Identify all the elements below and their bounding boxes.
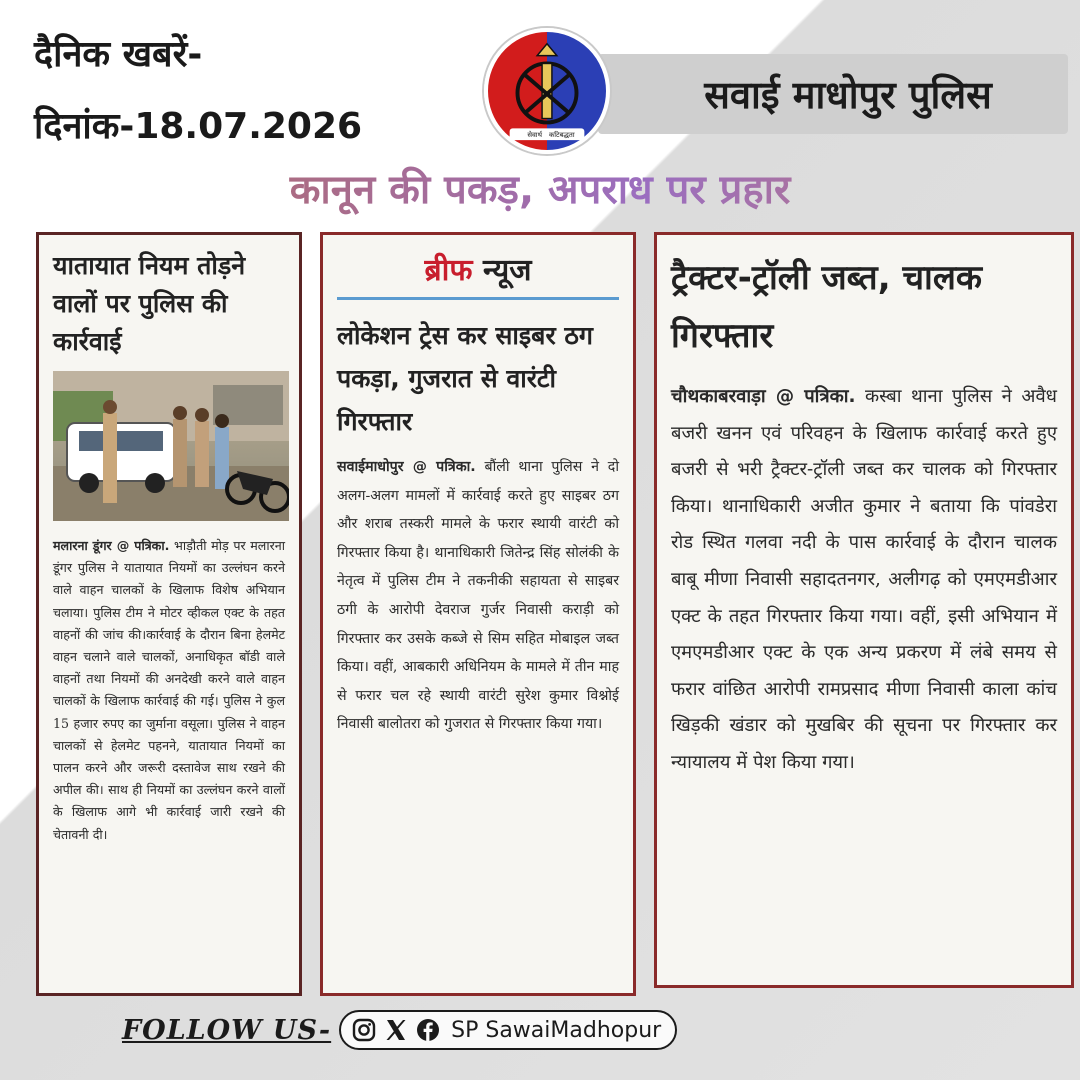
article-card-tractor — [654, 232, 1074, 988]
social-footer — [122, 1008, 677, 1052]
banner-label: सवाई माधोपुर पुलिस — [704, 73, 992, 117]
brief-tag-black: न्यूज — [482, 253, 532, 288]
article-dateline: सवाईमाधोपुर @ पत्रिका. — [337, 459, 476, 475]
social-handle[interactable]: SP SawaiMadhopur — [451, 1017, 662, 1043]
article-body — [337, 453, 619, 739]
article-headline: यातायात नियम तोड़ने वालों पर पुलिस की कार्रवाई — [53, 251, 246, 356]
brief-news-tag — [337, 247, 619, 300]
article-headline: लोकेशन ट्रेस कर साइबर ठग पकड़ा, गुजरात से वारंटी गिरफ्तार — [337, 321, 593, 436]
brief-tag-red: ब्रीफ — [424, 253, 473, 288]
x-icon[interactable] — [383, 1017, 409, 1043]
article-headline: ट्रैक्टर-ट्रॉली जब्त, चालक गिरफ्तार — [671, 258, 983, 356]
police-banner — [598, 54, 1068, 134]
article-dateline: चौथकाबरवाड़ा @ पत्रिका. — [671, 386, 856, 407]
instagram-icon[interactable] — [351, 1017, 377, 1043]
article-text: बौंली थाना पुलिस ने दो अलग-अलग मामलों में कार्रवाई करते हुए साइबर ठग और शराब तस्करी मामले के फरार स्थायी वारंटी को गिरफ्तार किया है। थानाधिकारी जितेन्द्र सिंह सोलंकी के नेतृत्व में पुलिस टीम ने तकनीकी सहायता से साइबर ठगी के आरोपी देवराज गुर्जर निवासी कराड़ी को गिरफ्तार कर उसके कब्जे से सिम सहित मोबाइल जब्त किया। वहीं, आबकारी अधिनियम के मामले में तीन माह से फरार चल रहे स्थायी वारंटी सुरेश कुमार विश्नोई निवासी बालोतरा को गुजरात से गिरफ्तार किया गया। — [337, 459, 619, 733]
page-heading: दैनिक खबरें- — [34, 34, 203, 75]
social-links[interactable] — [339, 1010, 677, 1050]
article-card-traffic — [36, 232, 302, 996]
article-body — [53, 535, 285, 846]
article-dateline: मलारना डूंगर @ पत्रिका. — [53, 538, 170, 553]
date-heading: दिनांक-18.07.2026 — [34, 106, 363, 147]
tagline: कानून की पकड़, अपराध पर प्रहार — [0, 160, 1080, 215]
article-body — [671, 379, 1057, 782]
article-text: कस्बा थाना पुलिस ने अवैध बजरी खनन एवं परिवहन के खिलाफ कार्रवाई करते हुए बजरी से भरी ट्रैक्टर-ट्रॉली जब्त कर चालक को गिरफ्तार किया। थानाधिकारी अजीत कुमार ने बताया कि पांवडेरा रोड स्थित गलवा नदी के पास कार्रवाई के दौरान चालक बाबू मीणा निवासी सहादतनगर, अलीगढ़ को एमएमडीआर एक्ट के तहत गिरफ्तार किया गया। वहीं, इसी अभियान में एमएमडीआर एक्ट के एक अन्य प्रकरण में लंबे समय से फरार वांछित आरोपी रामप्रसाद मीणा निवासी काला कांच खिड़की खंडार को मुखबिर की सूचना पर गिरफ्तार कर न्यायालय में पेश किया गया। — [671, 386, 1057, 773]
follow-us-label: FOLLOW US- — [122, 1014, 332, 1046]
facebook-icon[interactable] — [415, 1017, 441, 1043]
article-text: भाड़ौती मोड़ पर मलारना डूंगर पुलिस ने यातायात नियमों का उल्लंघन करने वाले वाहन चालकों के खिलाफ विशेष अभियान चलाया। पुलिस टीम ने मोटर व्हीकल एक्ट के तहत वाहनों की जांच की।कार्रवाई के दौरान बिना हेलमेट वाहन चलाने वाले चालकों, अनाधिकृत बॉडी वाले वाहनों तथा नियमों की अनदेखी करने वाले वाहन चालकों के खिलाफ कार्रवाई की गई। पुलिस ने कुल 15 हजार रुपए का जुर्माना वसूला। पुलिस ने वाहन चालकों से हेलमेट पहनने, यातायात नियमों का पालन करने और जरूरी दस्तावेज साथ रखने की अपील की। साथ ही नियमों का उल्लंघन करने वालों के खिलाफ आगे भी कार्रवाई जारी रखने की चेतावनी दी। — [53, 538, 285, 842]
police-vehicle-check-photo — [53, 371, 289, 521]
police-emblem-icon — [484, 28, 610, 154]
emblem-motto-left: सेवार्थ — [527, 131, 542, 140]
emblem-motto-right: कटिबद्धता — [548, 131, 575, 140]
article-card-cyber — [320, 232, 636, 996]
